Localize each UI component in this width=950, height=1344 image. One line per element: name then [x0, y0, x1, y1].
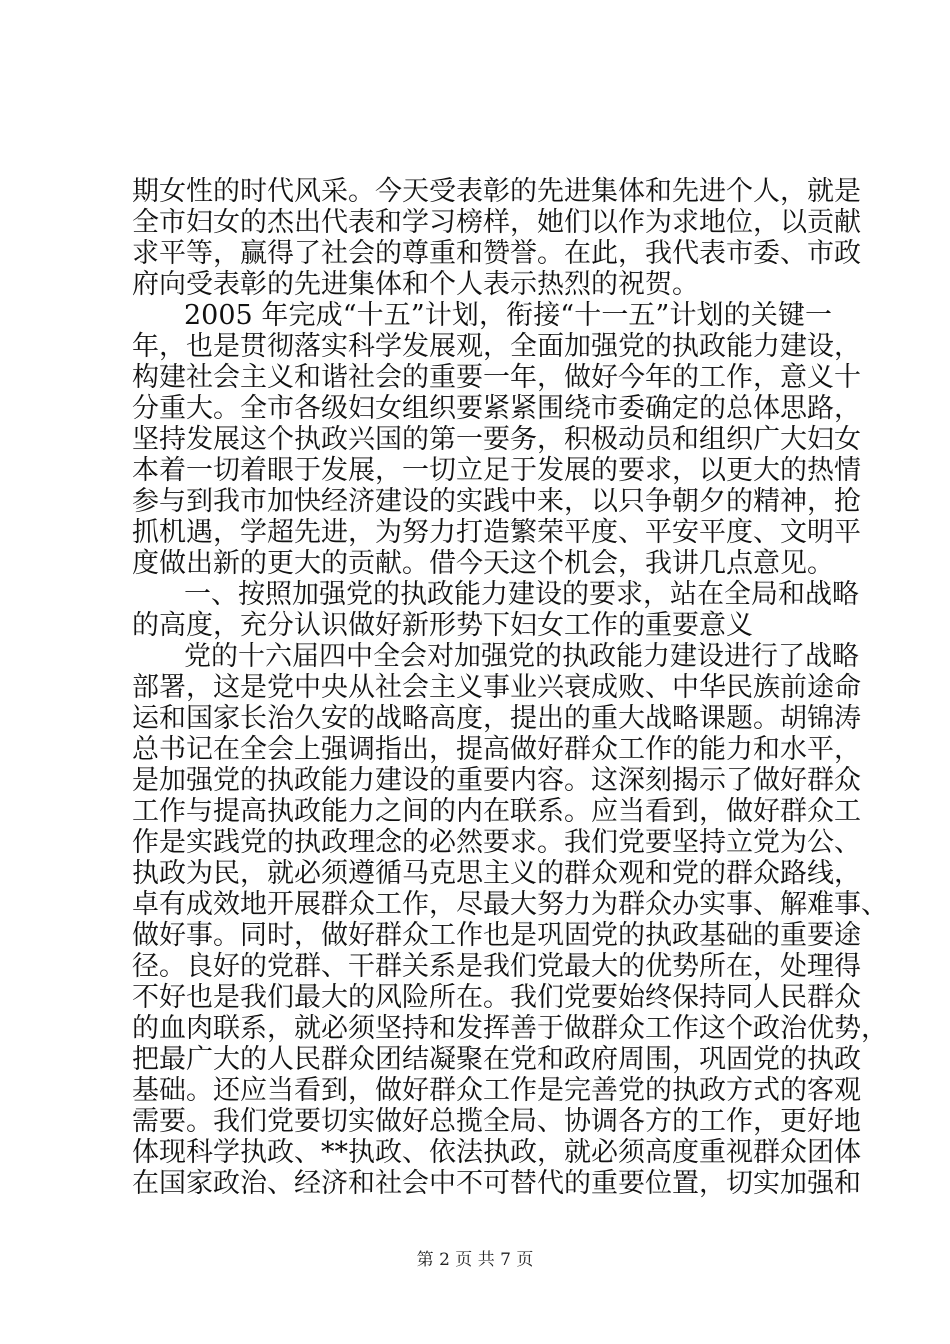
body-line-26: 径。良好的党群、干群关系是我们党最大的优势所在，处理得 [132, 951, 861, 982]
body-line-18: 运和国家长治久安的战略高度，提出的重大战略课题。胡锦涛 [132, 703, 861, 734]
body-line-19: 总书记在全会上强调指出，提高做好群众工作的能力和水平， [132, 734, 861, 765]
body-line-16: 党的十六届四中全会对加强党的执政能力建设进行了战略 [184, 641, 859, 672]
body-line-20: 是加强党的执政能力建设的重要内容。这深刻揭示了做好群众 [132, 765, 861, 796]
body-line-31: 需要。我们党要切实做好总揽全局、协调各方的工作，更好地 [132, 1106, 861, 1137]
body-line-10: 本着一切着眼于发展，一切立足于发展的要求，以更大的热情 [132, 455, 861, 486]
body-line-4: 府向受表彰的先进集体和个人表示热烈的祝贺。 [132, 269, 699, 300]
body-line-30: 基础。还应当看到，做好群众工作是完善党的执政方式的客观 [132, 1075, 861, 1106]
section-heading-line-1: 一、按照加强党的执政能力建设的要求，站在全局和战略 [184, 579, 859, 610]
body-line-22: 作是实践党的执政理念的必然要求。我们党要坚持立党为公、 [132, 827, 861, 858]
section-heading-line-2: 的高度，充分认识做好新形势下妇女工作的重要意义 [132, 610, 753, 641]
body-line-5: 2005 年完成“十五”计划，衔接“十一五”计划的关键一 [184, 300, 832, 331]
body-line-8: 分重大。全市各级妇女组织要紧紧围绕市委确定的总体思路， [132, 393, 861, 424]
page-number-footer: 第 2 页 共 7 页 [416, 1250, 534, 1270]
body-line-32: 体现科学执政、**执政、依法执政，就必须高度重视群众团体 [132, 1137, 861, 1168]
body-line-33: 在国家政治、经济和社会中不可替代的重要位置，切实加强和 [132, 1168, 861, 1199]
body-line-12: 抓机遇，学超先进，为努力打造繁荣平度、平安平度、文明平 [132, 517, 861, 548]
body-line-29: 把最广大的人民群众团结凝聚在党和政府周围，巩固党的执政 [132, 1044, 861, 1075]
body-line-21: 工作与提高执政能力之间的内在联系。应当看到，做好群众工 [132, 796, 861, 827]
body-line-25: 做好事。同时，做好群众工作也是巩固党的执政基础的重要途 [132, 920, 861, 951]
body-line-28: 的血肉联系，就必须坚持和发挥善于做群众工作这个政治优势， [132, 1013, 888, 1044]
body-line-6: 年，也是贯彻落实科学发展观，全面加强党的执政能力建设， [132, 331, 861, 362]
body-line-13: 度做出新的更大的贡献。借今天这个机会，我讲几点意见。 [132, 548, 834, 579]
body-line-27: 不好也是我们最大的风险所在。我们党要始终保持同人民群众 [132, 982, 861, 1013]
body-line-23: 执政为民，就必须遵循马克思主义的群众观和党的群众路线， [132, 858, 861, 889]
body-line-7: 构建社会主义和谐社会的重要一年，做好今年的工作，意义十 [132, 362, 861, 393]
body-line-1: 期女性的时代风采。今天受表彰的先进集体和先进个人，就是 [132, 176, 861, 207]
body-line-3: 求平等，赢得了社会的尊重和赞誉。在此，我代表市委、市政 [132, 238, 861, 269]
body-line-17: 部署，这是党中央从社会主义事业兴衰成败、中华民族前途命 [132, 672, 861, 703]
body-line-24: 卓有成效地开展群众工作，尽最大努力为群众办实事、解难事、 [132, 889, 888, 920]
body-line-9: 坚持发展这个执政兴国的第一要务，积极动员和组织广大妇女 [132, 424, 861, 455]
body-line-2: 全市妇女的杰出代表和学习榜样，她们以作为求地位，以贡献 [132, 207, 861, 238]
body-line-11: 参与到我市加快经济建设的实践中来，以只争朝夕的精神，抢 [132, 486, 861, 517]
